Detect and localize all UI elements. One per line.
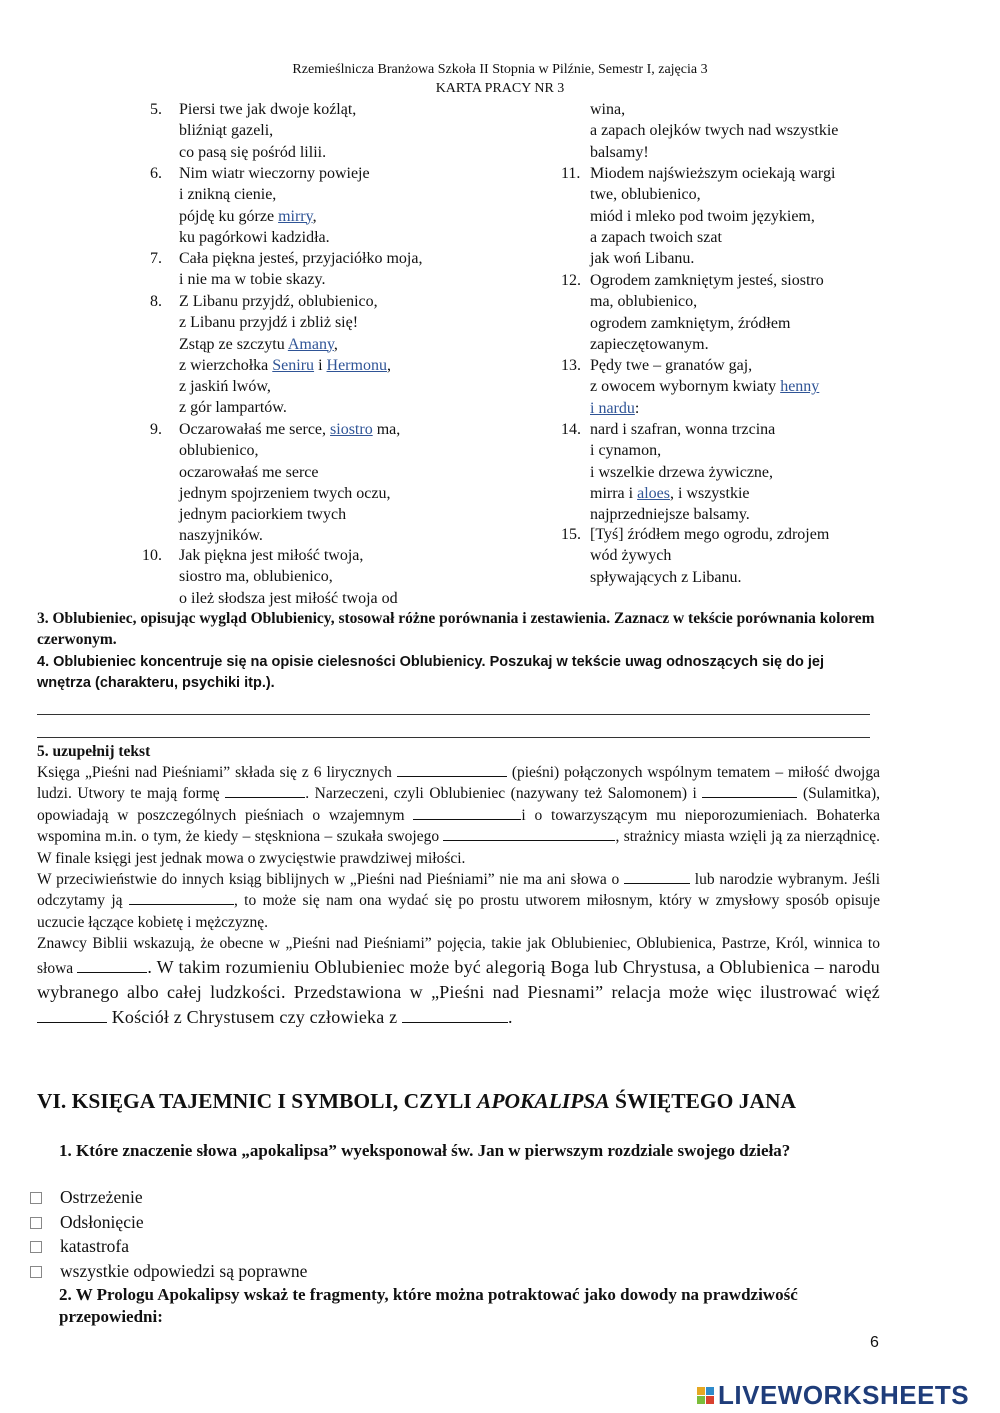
answer-line-2[interactable]	[37, 737, 870, 738]
blank-10[interactable]	[402, 1008, 508, 1023]
option-all-correct[interactable]: wszystkie odpowiedzi są poprawne	[30, 1261, 307, 1282]
verse-5: 5. Piersi twe jak dwoje koźląt, bliźniąt gazeli, co pasą się pośród lilii.	[150, 101, 357, 161]
checkbox[interactable]	[30, 1241, 42, 1253]
fill-paragraph-2: W przeciwieństwie do innych ksiąg biblijnych w „Pieśni nad Pieśniami” nie ma ani słowa o lub narodzie wybranym. Jeśli odczytamy ją , to może się nam ona wydać się po prostu utworem miłosnym, który w zmysłowy sposób opisuje uczucie łączące kobietę i mężczyznę.	[37, 871, 880, 931]
task-4-instruction: 4. Oblubieniec koncentruje się na opisie cielesności Oblubienicy. Poszukaj w tekście uwag odnoszących się do jej wnętrza (charakteru, psychiki itp.).	[37, 654, 825, 691]
checkbox[interactable]	[30, 1266, 42, 1278]
checkbox[interactable]	[30, 1192, 42, 1204]
option-odsloniecie[interactable]: Odsłonięcie	[30, 1212, 144, 1233]
verse-11: 11. Miodem najświeższym ociekają wargi twe, oblubienico, miód i mleko pod twoim językiem, a zapach twoich szat jak woń Libanu.	[561, 165, 836, 268]
link-siostro[interactable]: siostro	[330, 421, 373, 438]
blank-9[interactable]	[37, 1008, 107, 1023]
verse-6: 6. Nim wiatr wieczorny powieje i znikną cienie, pójdę ku górze mirry, ku pagórkowi kadzidła.	[150, 165, 370, 246]
link-aloes[interactable]: aloes	[637, 484, 670, 502]
link-seniru[interactable]: Seniru	[272, 356, 315, 374]
link-henny[interactable]: henny	[780, 378, 820, 396]
liveworksheets-logo-icon	[697, 1387, 714, 1404]
question-1: 1. Które znaczenie słowa „apokalipsa” wyeksponował św. Jan w pierwszym rozdziale swojego dzieła?	[59, 1141, 791, 1160]
blank-1[interactable]	[397, 762, 507, 777]
fill-in-text	[37, 762, 880, 1030]
blank-5[interactable]	[443, 826, 615, 841]
link-mirry[interactable]: mirry	[278, 207, 313, 225]
blank-2[interactable]	[225, 783, 305, 798]
task-5-title: 5. uzupełnij tekst	[37, 743, 151, 760]
page-number: 6	[870, 1334, 879, 1351]
verse-14: 14. nard i szafran, wonna trzcina i cynamon, i wszelkie drzewa żywiczne, mirra i aloes, i wszystkie najprzedniejsze balsamy.	[561, 421, 776, 524]
blank-6[interactable]	[624, 869, 690, 884]
verse-10: 10. Jak piękna jest miłość twoja, siostro ma, oblubienico, o ileż słodsza jest miłość twoja od	[142, 547, 398, 607]
section-title: VI. KSIĘGA TAJEMNIC I SYMBOLI, CZYLI APOKALIPSA ŚWIĘTEGO JANA	[37, 1089, 797, 1113]
header-worksheet-title: KARTA PRACY NR 3	[435, 81, 565, 96]
fill-paragraph-3: Znawcy Biblii wskazują, że obecne w „Pieśni nad Pieśniami” pojęcia, takie jak Oblubieniec, Oblubienica, Pastrze, Król, winnica to słowa . W takim rozumieniu Oblubieniec może być alegorią Boga lub Chrystusa, a Oblubienica – narodu wybranego albo całej ludzkości. Przedstawiona w „Pieśni nad Piesnami” relacja może więc ilustrować więź Kościół z Chrystusem czy człowieka z .	[37, 935, 880, 1027]
verse-15: 15. [Tyś] źródłem mego ogrodu, zdrojem wód żywych spływających z Libanu.	[561, 526, 830, 586]
link-hermonu[interactable]: Hermonu	[326, 356, 387, 374]
verse-13: 13. Pędy twe – granatów gaj, z owocem wybornym kwiaty henny i nardu:	[561, 357, 820, 417]
answer-line-1[interactable]	[37, 714, 870, 715]
checkbox[interactable]	[30, 1217, 42, 1229]
link-i-nardu[interactable]: i nardu	[590, 399, 635, 417]
blank-7[interactable]	[129, 890, 234, 905]
verse-10-continued: wina, a zapach olejków twych nad wszystkie balsamy!	[590, 101, 839, 161]
option-ostrzezenie[interactable]: Ostrzeżenie	[30, 1187, 143, 1208]
question-2: 2. W Prologu Apokalipsy wskaż te fragmenty, które można potraktować jako dowody na prawdziwość przepowiedni:	[59, 1285, 798, 1326]
verse-8: 8. Z Libanu przyjdź, oblubienico, z Libanu przyjdź i zbliż się! Zstąp ze szczytu Amany, z wierzchołka Seniru i Hermonu, z jaskiń lwów, z gór lampartów.	[150, 293, 391, 417]
verse-9: 9. Oczarowałaś me serce, siostro ma, oblubienico, oczarowałaś me serce jednym spojrzeniem twych oczu, jednym paciorkiem twych naszyjników.	[150, 421, 401, 545]
blank-8[interactable]	[77, 958, 147, 973]
link-amany[interactable]: Amany	[287, 335, 334, 353]
verse-12: 12. Ogrodem zamkniętym jesteś, siostro ma, oblubienico, ogrodem zamkniętym, źródłem zapieczętowanym.	[561, 272, 824, 353]
blank-4[interactable]	[413, 805, 521, 820]
fill-paragraph-1: Księga „Pieśni nad Pieśniami” składa się z 6 lirycznych (pieśni) połączonych wspólnym tematem – miłość dwojga ludzi. Utwory te mają formę . Narzeczeni, czyli Oblubieniec (nazywany też Salomonem) i (Sulamitka), opowiadają w poszczególnych pieśniach o wzajemnym i o towarzyszącym mu nieporozumieniach. Bohaterka wspomina m.in. o tym, że kiedy – stęskniona – szukała swojego , strażnicy miasta wzięli ją za nierządnicę. W finale księgi jest jednak mowa o zwycięstwie prawdziwej miłości.	[37, 764, 880, 867]
option-katastrofa[interactable]: katastrofa	[30, 1236, 129, 1257]
header-school: Rzemieślnicza Branżowa Szkoła II Stopnia w Pilźnie, Semestr I, zajęcia 3	[292, 62, 708, 77]
blank-3[interactable]	[702, 783, 797, 798]
liveworksheets-logo: LIVEWORKSHEETS	[697, 1380, 969, 1411]
verse-7: 7. Cała piękna jesteś, przyjaciółko moja, i nie ma w tobie skazy.	[150, 250, 423, 289]
task-3-instruction: 3. Oblubieniec, opisując wygląd Oblubienicy, stosował różne porównania i zestawienia. Zaznacz w tekście porównania kolorem czerwonym.	[37, 610, 875, 648]
